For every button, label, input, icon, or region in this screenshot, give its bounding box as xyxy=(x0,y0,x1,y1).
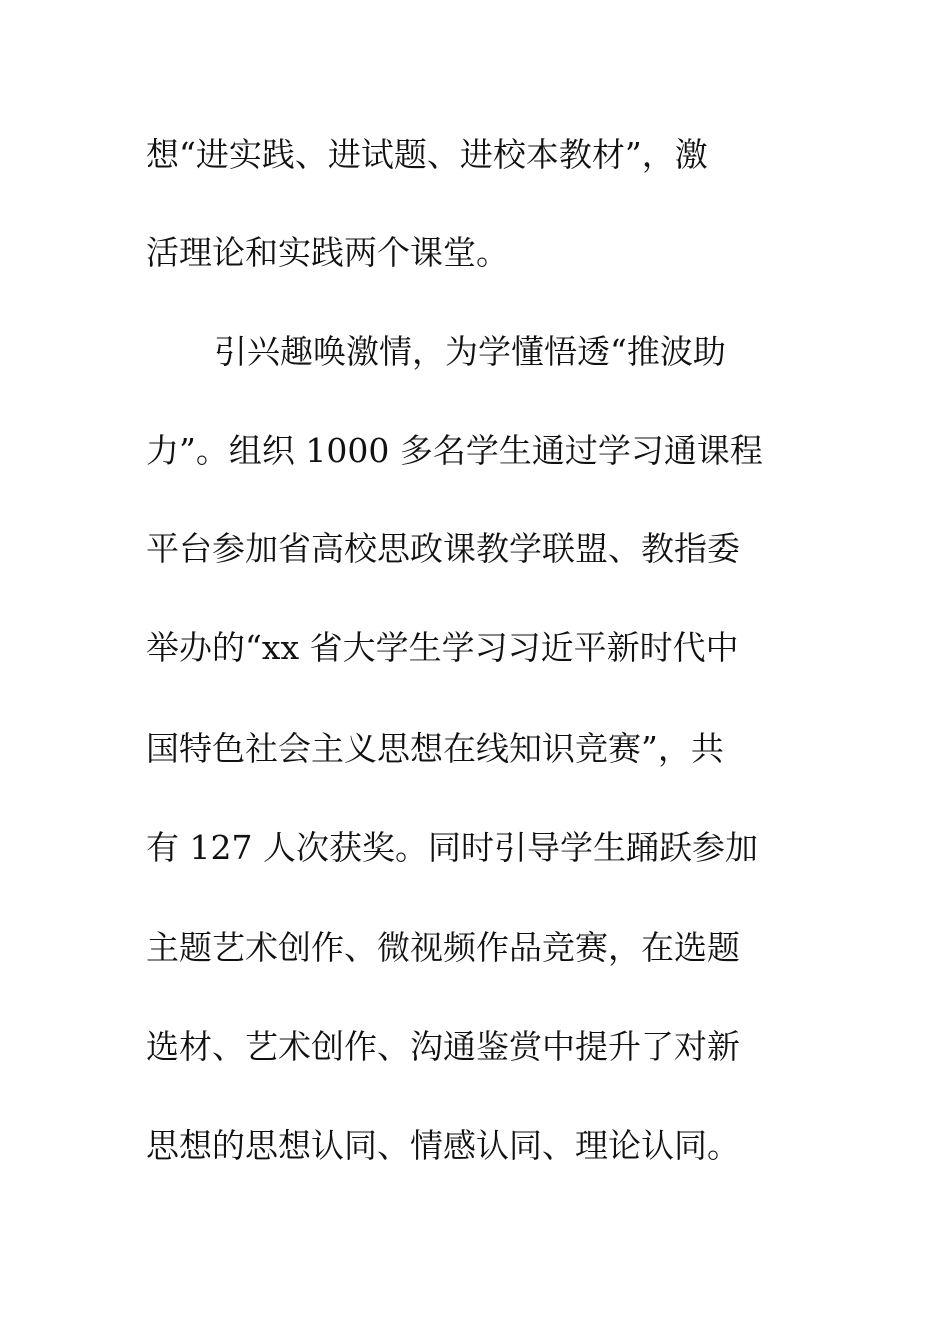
paragraph-line: 主题艺术创作、微视频作品竞赛，在选题 xyxy=(146,928,740,967)
paragraph-line: 力”。组织 1000 多名学生通过学习通课程 xyxy=(146,431,763,470)
paragraph-line: 选材、艺术创作、沟通鉴赏中提升了对新 xyxy=(146,1027,740,1066)
paragraph-line: 想“进实践、进试题、进校本教材”，激 xyxy=(146,135,708,174)
paragraph-line: 国特色社会主义思想在线知识竞赛”，共 xyxy=(146,729,724,768)
paragraph-line: 举办的“xx 省大学生学习习近平新时代中 xyxy=(146,628,739,667)
paragraph-line: 思想的思想认同、情感认同、理论认同。 xyxy=(146,1126,740,1165)
paragraph-line: 活理论和实践两个课堂。 xyxy=(146,233,509,272)
paragraph-line: 平台参加省高校思政课教学联盟、教指委 xyxy=(146,529,740,568)
paragraph-first-line: 引兴趣唤激情，为学懂悟透“推波助 xyxy=(214,332,726,371)
paragraph-line: 有 127 人次获奖。同时引导学生踊跃参加 xyxy=(146,828,758,867)
